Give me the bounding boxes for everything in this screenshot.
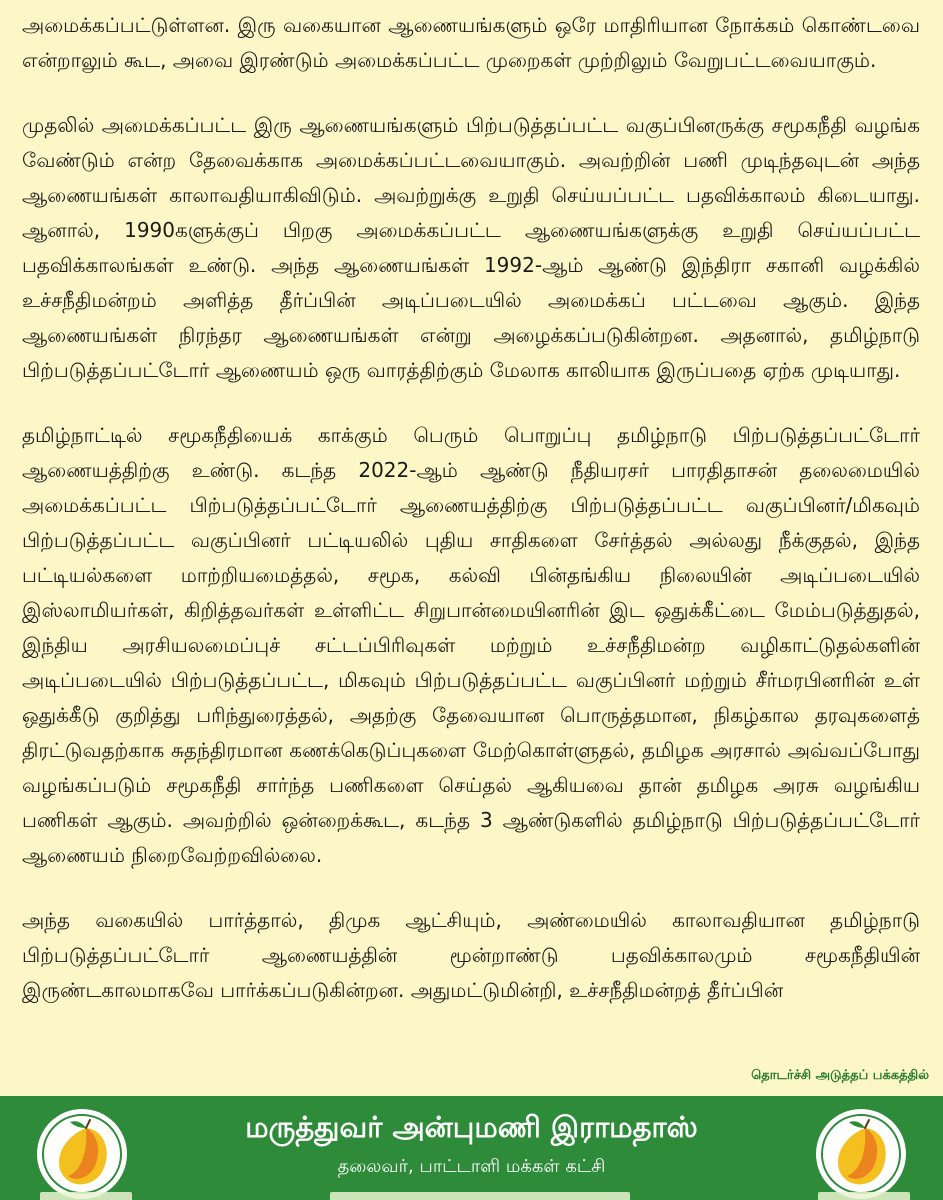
mango-logo-icon [815, 1108, 907, 1200]
footer-banner [0, 1096, 943, 1200]
document-body [22, 8, 920, 1038]
paragraph-4: அந்த வகையில் பார்த்தால், திமுக ஆட்சியும், அண்மையில் காலாவதியான தமிழ்நாடு பிற்படுத்தப்பட்டோர் ஆணையத்தின் மூன்றாண்டு பதவிக்காலமும் சமூகநீதியின் இருண்டகாலமாகவே பார்க்கப்படுகின்றன. அதுமட்டுமின்றி, உச்சநீதிமன்றத் தீர்ப்பின் [22, 908, 920, 1002]
paragraph-1: அமைக்கப்பட்டுள்ளன. இரு வகையான ஆணையங்களும் ஒரே மாதிரியான நோக்கம் கொண்டவை என்றாலும் கூட, அவை இரண்டும் அமைக்கப்பட்ட முறைகள் முற்றிலும் வேறுபட்டவையாகும். [22, 13, 920, 72]
continued-on-next-page-note: தொடர்ச்சி அடுத்தப் பக்கத்தில் [751, 1068, 929, 1083]
leader-name: மருத்துவர் அன்புமணி இராமதாஸ் [245, 1110, 698, 1144]
footer-cropped-text-strip [0, 1190, 943, 1200]
leader-title: தலைவர், பாட்டாளி மக்கள் கட்சி [337, 1156, 606, 1177]
paragraph-3: தமிழ்நாட்டில் சமூகநீதியைக் காக்கும் பெரும் பொறுப்பு தமிழ்நாடு பிற்படுத்தப்பட்டோர் ஆணையத்திற்கு உண்டு. கடந்த 2022-ஆம் ஆண்டு நீதியரசர் பாரதிதாசன் தலைமையில் அமைக்கப்பட்ட பிற்படுத்தப்பட்டோர் ஆணையத்திற்கு பிற்படுத்தப்பட்ட வகுப்பினர்/மிகவும் பிற்படுத்தப்பட்ட வகுப்பினர் பட்டியலில் புதிய சாதிகளை சேர்த்தல் அல்லது நீக்குதல், இந்த பட்டியல்களை மாற்றியமைத்தல், சமூக, கல்வி பின்தங்கிய நிலையின் அடிப்படையில் இஸ்லாமியர்கள், கிறித்தவர்கள் உள்ளிட்ட சிறுபான்மையினரின் இட ஒதுக்கீட்டை மேம்படுத்துதல், இந்திய அரசியலமைப்புச் சட்டப்பிரிவுகள் மற்றும் உச்சநீதிமன்ற வழிகாட்டுதல்களின் அடிப்படையில் பிற்படுத்தப்பட்ட, மிகவும் பிற்படுத்தப்பட்ட வகுப்பினர் மற்றும் சீர்மரபினரின் உள் ஒதுக்கீடு குறித்து பரிந்துரைத்தல், அதற்கு தேவையான பொருத்தமான, நிகழ்கால தரவுகளைத் திரட்டுவதற்காக சுதந்திரமான கணக்கெடுப்புகளை மேற்கொள்ளுதல், தமிழக அரசால் அவ்வப்போது வழங்கப்படும் சமூகநீதி சார்ந்த பணிகளை செய்தல் ஆகியவை தான் தமிழக அரசு வழங்கிய பணிகள் ஆகும். அவற்றில் ஒன்றைக்கூட, கடந்த 3 ஆண்டுகளில் தமிழ்நாடு பிற்படுத்தப்பட்டோர் ஆணையம் நிறைவேற்றவில்லை. [22, 423, 920, 867]
paragraph-2: முதலில் அமைக்கப்பட்ட இரு ஆணையங்களும் பிற்படுத்தப்பட்ட வகுப்பினருக்கு சமூகநீதி வழங்க வேண்டும் என்ற தேவைக்காக அமைக்கப்பட்டவையாகும். அவற்றின் பணி முடிந்தவுடன் அந்த ஆணையங்கள் காலாவதியாகிவிடும். அவற்றுக்கு உறுதி செய்யப்பட்ட பதவிக்காலம் கிடையாது. ஆனால், 1990களுக்குப் பிறகு அமைக்கப்பட்ட ஆணையங்களுக்கு உறுதி செய்யப்பட்ட பதவிக்காலங்கள் உண்டு. அந்த ஆணையங்கள் 1992-ஆம் ஆண்டு இந்திரா சகானி வழக்கில் உச்சநீதிமன்றம் அளித்த தீர்ப்பின் அடிப்படையில் அமைக்கப் பட்டவை ஆகும். இந்த ஆணையங்கள் நிரந்தர ஆணையங்கள் என்று அழைக்கப்படுகின்றன. அதனால், தமிழ்நாடு பிற்படுத்தப்பட்டோர் ஆணையம் ஒரு வாரத்திற்கும் மேலாக காலியாக இருப்பதை ஏற்க முடியாது. [22, 113, 920, 382]
